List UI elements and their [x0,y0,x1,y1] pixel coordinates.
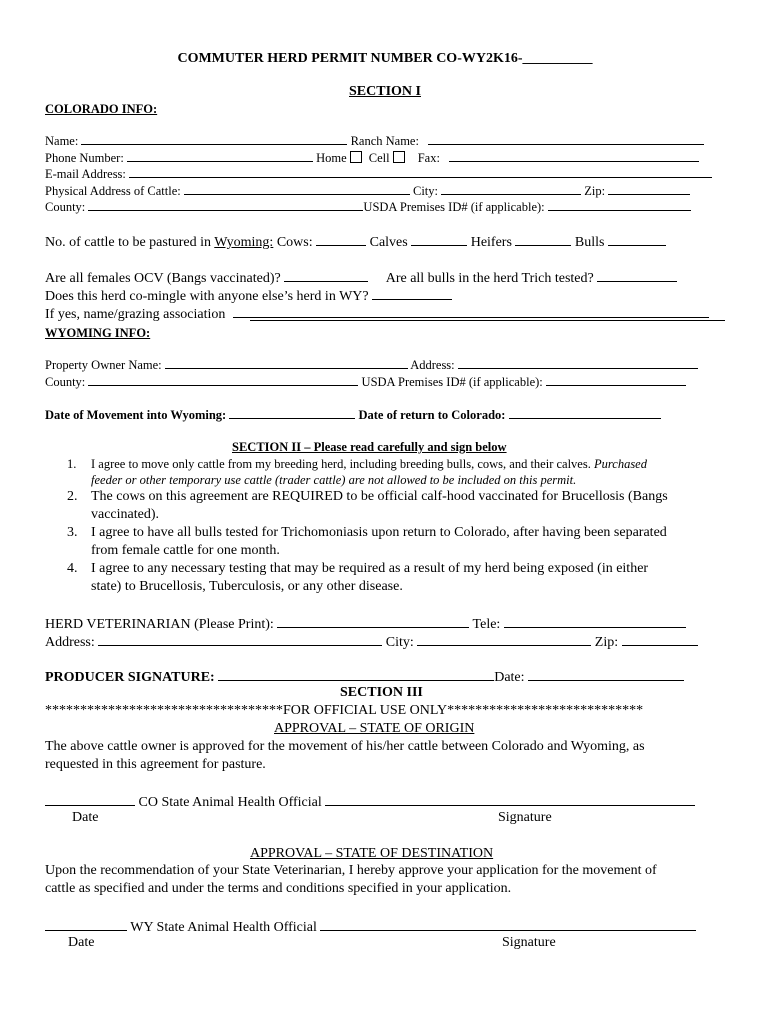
co-name-row [45,134,704,148]
heifers-label: Heifers [470,235,512,250]
cattle-count-row [45,233,666,250]
wy-owner-label: Property Owner Name: [45,358,162,372]
bulls-label: Bulls [574,235,605,250]
approval-destination-heading: APPROVAL – STATE OF DESTINATION [250,846,494,861]
co-official-row [45,793,695,810]
co-email-field[interactable] [129,167,712,178]
heifers-field[interactable] [515,233,571,246]
co-city-field[interactable] [441,184,581,195]
wy-official-signature-field[interactable] [320,918,696,931]
vet-address-field[interactable] [98,633,382,646]
approval-destination-text-2: cattle as specified and under the terms and conditions specified in your application. [45,881,512,896]
co-physical-address-label: Physical Address of Cattle: [45,184,181,198]
vet-zip-field[interactable] [622,633,698,646]
movement-date-field[interactable] [229,408,355,419]
wy-official-date-field[interactable] [45,918,127,931]
agreement-item-2-num: 2. [67,489,78,504]
co-email-row [45,167,712,181]
co-physical-address-field[interactable] [184,184,410,195]
co-email-label: E-mail Address: [45,167,126,181]
agreement-item-1-num: 1. [67,457,77,471]
co-usda-label: USDA Premises ID# (if applicable): [363,200,545,214]
calves-label: Calves [369,235,408,250]
cattle-count-prefix: No. of cattle to be pastured in [45,235,212,250]
co-official-label: CO State Animal Health Official [138,795,322,810]
return-date-field[interactable] [509,408,661,419]
co-phone-label: Phone Number: [45,151,124,165]
approval-origin-text-2: requested in this agreement for pasture. [45,757,266,772]
co-home-label: Home [316,151,347,165]
co-official-date-field[interactable] [45,793,135,806]
co-official-signature-caption: Signature [498,810,552,825]
wy-county-field[interactable] [88,375,358,386]
vet-zip-label: Zip: [594,635,619,650]
comingle-field[interactable] [372,287,452,300]
co-usda-field[interactable] [548,200,691,211]
wy-county-row [45,375,686,389]
co-county-field[interactable] [88,200,363,211]
agreement-item-2-line-1: The cows on this agreement are REQUIRED to be official calf-hood vaccinated for Brucellosis (Bangs [91,489,668,504]
section-2-heading: SECTION II – Please read carefully and sign below [232,440,507,454]
wy-usda-field[interactable] [546,375,686,386]
wy-owner-row [45,358,698,372]
co-county-row [45,200,691,214]
trich-field[interactable] [597,269,677,282]
section-3-heading: SECTION III [340,685,423,700]
association-underline [250,320,725,321]
vet-city-label: City: [385,635,414,650]
vet-tele-label: Tele: [472,617,501,632]
co-ranch-name-field[interactable] [428,134,704,145]
cows-label: Cows: [276,235,313,250]
wy-official-date-caption: Date [68,935,95,950]
co-cell-checkbox[interactable] [393,151,405,163]
agreement-item-1-line-2: feeder or other temporary use cattle (trader cattle) are not allowed to be included on this permit. [91,473,577,487]
vet-address-row [45,633,698,650]
co-name-field[interactable] [81,134,347,145]
comingle-question: Does this herd co-mingle with anyone else’s herd in WY? [45,289,369,304]
producer-date-field[interactable] [528,668,684,681]
association-field[interactable] [233,305,709,318]
ocv-row [45,269,677,286]
co-county-label: County: [45,200,86,214]
agreement-item-1-italic: Purchased [593,457,647,471]
agreement-item-2-line-2: vaccinated). [91,507,160,522]
co-zip-label: Zip: [584,184,606,198]
co-official-date-caption: Date [72,810,99,825]
cows-field[interactable] [316,233,366,246]
form-title: COMMUTER HERD PERMIT NUMBER CO-WY2K16-__________ [177,51,593,66]
vet-label: HERD VETERINARIAN (Please Print): [45,617,274,632]
co-home-checkbox[interactable] [350,151,362,163]
approval-destination-text-1: Upon the recommendation of your State Veterinarian, I hereby approve your application for the movement of [45,863,657,878]
ocv-question: Are all females OCV (Bangs vaccinated)? [45,271,281,286]
wy-official-row [45,918,696,935]
vet-address-label: Address: [45,635,95,650]
return-date-label: Date of return to Colorado: [358,408,506,422]
wy-owner-field[interactable] [165,358,408,369]
approval-origin-text-1: The above cattle owner is approved for the movement of his/her cattle between Colorado and Wyoming, as [45,739,645,754]
co-cell-label: Cell [368,151,390,165]
agreement-item-3-line-1: I agree to have all bulls tested for Trichomoniasis upon return to Colorado, after having been separated [91,525,667,540]
bulls-field[interactable] [608,233,666,246]
vet-row [45,615,686,632]
producer-signature-label: PRODUCER SIGNATURE: [45,670,215,685]
producer-signature-row [45,668,684,685]
colorado-info-heading: COLORADO INFO: [45,102,158,116]
co-official-signature-field[interactable] [325,793,695,806]
co-ranch-name-label: Ranch Name: [350,134,419,148]
wy-county-label: County: [45,375,86,389]
agreement-item-1-text: I agree to move only cattle from my breeding herd, including breeding bulls, cows, and their calves. [91,457,591,471]
official-use-banner: **********************************FOR OFFICIAL USE ONLY**************************** [45,703,644,718]
co-phone-row [45,151,699,165]
ocv-field[interactable] [284,269,368,282]
approval-origin-heading: APPROVAL – STATE OF ORIGIN [274,721,475,736]
wy-official-signature-caption: Signature [502,935,556,950]
vet-city-field[interactable] [417,633,591,646]
agreement-item-3-line-2: from female cattle for one month. [91,543,280,558]
cattle-count-state: Wyoming: [214,235,274,250]
co-fax-field[interactable] [449,151,699,162]
agreement-item-1-line-1 [91,458,647,471]
comingle-row [45,287,452,304]
vet-tele-field[interactable] [504,615,686,628]
wy-usda-label: USDA Premises ID# (if applicable): [361,375,543,389]
movement-date-label: Date of Movement into Wyoming: [45,408,227,422]
co-fax-label: Fax: [417,151,440,165]
calves-field[interactable] [411,233,467,246]
co-zip-field[interactable] [608,184,690,195]
wyoming-info-heading: WYOMING INFO: [45,326,151,340]
agreement-item-4-line-2: state) to Brucellosis, Tuberculosis, or any other disease. [91,579,403,594]
movement-dates-row [45,408,661,422]
wy-official-label: WY State Animal Health Official [130,920,317,935]
producer-signature-field[interactable] [218,668,494,681]
co-name-label: Name: [45,134,79,148]
wy-address-label: Address: [410,358,455,372]
co-city-label: City: [413,184,439,198]
agreement-item-3-num: 3. [67,525,78,540]
section-1-heading: SECTION I [349,84,421,99]
association-label: If yes, name/grazing association [45,307,226,322]
co-phone-field[interactable] [127,151,313,162]
trich-question: Are all bulls in the herd Trich tested? [385,271,594,286]
co-physical-address-row [45,184,690,198]
producer-date-label: Date: [494,670,525,685]
agreement-item-4-line-1: I agree to any necessary testing that may be required as a result of my herd being exposed (in either [91,561,649,576]
vet-name-field[interactable] [277,615,469,628]
wy-address-field[interactable] [458,358,698,369]
agreement-item-4-num: 4. [67,561,78,576]
